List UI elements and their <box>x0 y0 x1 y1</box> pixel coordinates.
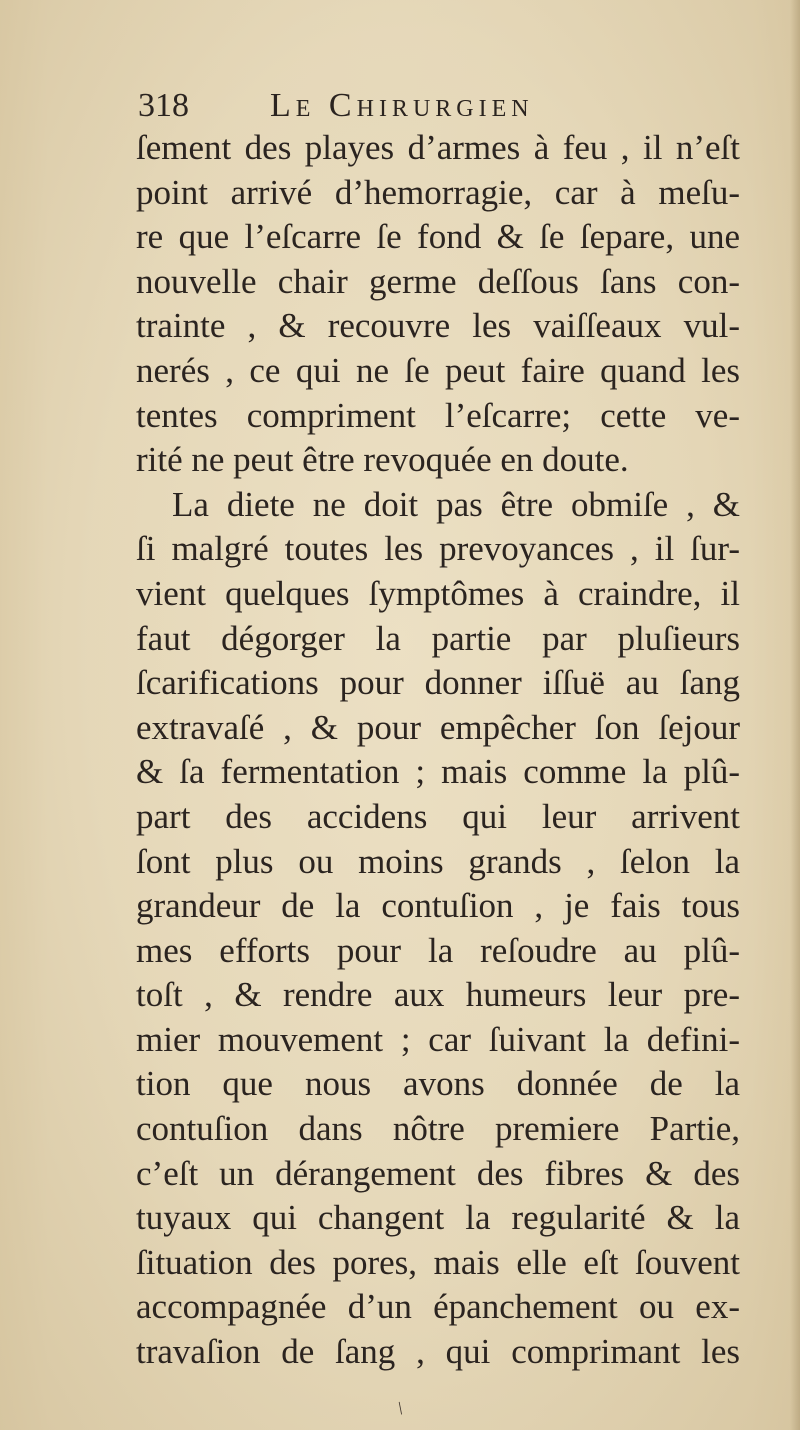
text-line: rité ne peut être revoquée en doute. <box>136 440 629 480</box>
text-line: ſont plus ou moins grands , ſelon la <box>136 841 740 881</box>
body-text <box>136 126 740 1375</box>
paragraph-start-line: La diete ne doit pas être obmiſe , & <box>172 484 740 524</box>
text-line: nerés , ce qui ne ſe peut faire quand les <box>136 350 740 390</box>
text-line: point arrivé d’hemorragie, car à meſu- <box>136 172 740 212</box>
footer-mark: / <box>393 1398 408 1418</box>
running-title: Le Chirurgien <box>270 87 534 124</box>
text-line: part des accidens qui leur arrivent <box>136 796 740 836</box>
text-line: extravaſé , & pour empêcher ſon ſejour <box>136 707 740 747</box>
text-line: re que l’eſcarre ſe fond & ſe ſepare, une <box>136 217 740 257</box>
text-line: ſcarifications pour donner iſſuë au ſang <box>136 663 740 703</box>
text-line: ſituation des pores, mais elle eſt ſouvent <box>136 1242 740 1282</box>
page-number: 318 <box>138 87 189 124</box>
text-line: tion que nous avons donnée de la <box>136 1064 740 1104</box>
text-line: faut dégorger la partie par pluſieurs <box>136 618 740 658</box>
text-line: accompagnée d’un épanchement ou ex- <box>136 1287 740 1327</box>
text-line: & ſa fermentation ; mais comme la plû- <box>136 752 740 792</box>
text-line: travaſion de ſang , qui comprimant les <box>136 1332 740 1372</box>
text-line: contuſion dans nôtre premiere Partie, <box>136 1109 740 1149</box>
text-line: tentes compriment l’eſcarre; cette ve- <box>136 395 740 435</box>
text-line: toſt , & rendre aux humeurs leur pre- <box>136 975 740 1015</box>
text-line: vient quelques ſymptômes à craindre, il <box>136 573 740 613</box>
text-line: grandeur de la contuſion , je fais tous <box>136 886 740 926</box>
text-line: ſi malgré toutes les prevoyances , il ſur- <box>136 529 740 569</box>
page-edge-shadow <box>790 0 800 1430</box>
text-line: trainte , & recouvre les vaiſſeaux vul- <box>136 306 740 346</box>
text-line: tuyaux qui changent la regularité & la <box>136 1198 740 1238</box>
text-line: nouvelle chair germe deſſous ſans con- <box>136 261 740 301</box>
page-header <box>138 84 728 128</box>
text-line: mier mouvement ; car ſuivant la defini- <box>136 1019 740 1059</box>
text-line: mes efforts pour la reſoudre au plû- <box>136 930 740 970</box>
text-line: ſement des playes d’armes à feu , il n’eſt <box>136 128 740 167</box>
text-line: c’eſt un dérangement des fibres & des <box>136 1153 740 1193</box>
